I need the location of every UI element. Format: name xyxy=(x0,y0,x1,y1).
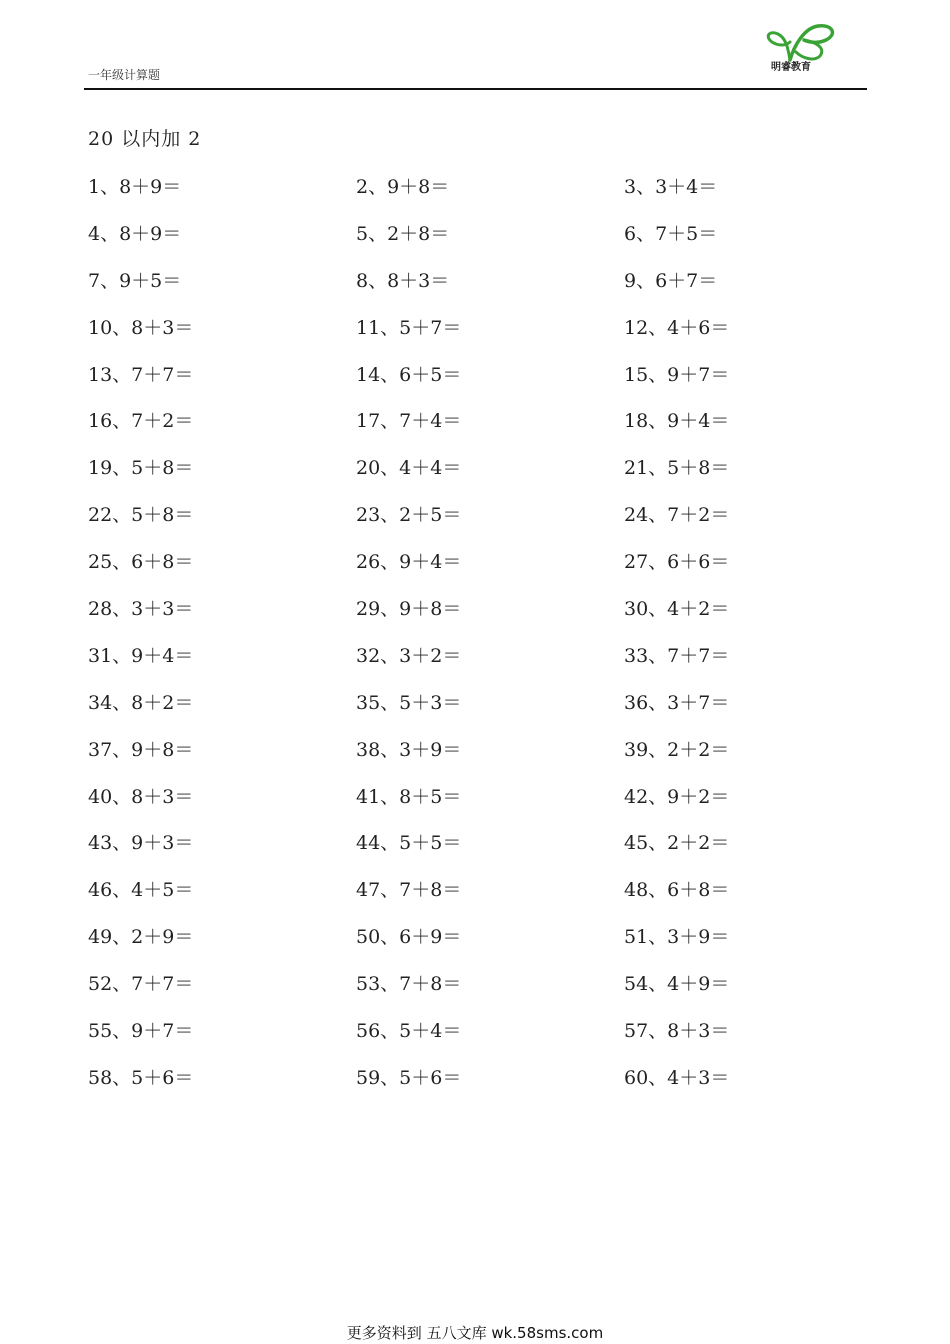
problem-item: 57、8＋3＝ xyxy=(624,1020,730,1043)
problem-item: 36、3＋7＝ xyxy=(624,691,730,714)
problem-item: 52、7＋7＝ xyxy=(88,973,194,996)
page-header-label: 一年级计算题 xyxy=(88,68,161,82)
problem-item: 28、3＋3＝ xyxy=(88,598,194,621)
problem-item: 30、4＋2＝ xyxy=(624,598,730,621)
problem-item: 47、7＋8＝ xyxy=(356,879,462,902)
problem-item: 27、6＋6＝ xyxy=(624,551,730,574)
problem-item: 25、6＋8＝ xyxy=(88,551,194,574)
problem-item: 14、6＋5＝ xyxy=(356,363,462,386)
problem-item: 46、4＋5＝ xyxy=(88,879,194,902)
problem-item: 56、5＋4＝ xyxy=(356,1020,462,1043)
problem-item: 44、5＋5＝ xyxy=(356,832,462,855)
problem-item: 12、4＋6＝ xyxy=(624,316,730,339)
problem-item: 37、9＋8＝ xyxy=(88,738,194,761)
problem-item: 39、2＋2＝ xyxy=(624,738,730,761)
problem-item: 22、5＋8＝ xyxy=(88,504,194,527)
problem-item: 1、8＋9＝ xyxy=(88,176,182,198)
problem-item: 2、9＋8＝ xyxy=(356,176,450,198)
problem-item: 24、7＋2＝ xyxy=(624,504,730,527)
footer-text: 更多资料到 五八文库 wk.58sms.com xyxy=(346,1324,604,1342)
problem-item: 58、5＋6＝ xyxy=(88,1066,194,1089)
problem-item: 19、5＋8＝ xyxy=(88,457,194,480)
problem-item: 54、4＋9＝ xyxy=(624,973,730,996)
problem-item: 59、5＋6＝ xyxy=(356,1066,462,1089)
problem-item: 13、7＋7＝ xyxy=(88,363,194,386)
problem-item: 15、9＋7＝ xyxy=(624,363,730,386)
problem-item: 11、5＋7＝ xyxy=(356,316,462,339)
problem-item: 33、7＋7＝ xyxy=(624,644,730,667)
logo-text: 明睿教育 xyxy=(771,62,811,73)
problem-item: 53、7＋8＝ xyxy=(356,973,462,996)
problem-item: 35、5＋3＝ xyxy=(356,691,462,714)
problem-item: 60、4＋3＝ xyxy=(624,1066,730,1089)
problem-item: 4、8＋9＝ xyxy=(88,222,182,245)
problem-item: 29、9＋8＝ xyxy=(356,598,462,621)
problem-item: 31、9＋4＝ xyxy=(88,644,194,667)
problem-item: 9、6＋7＝ xyxy=(624,269,718,292)
problem-item: 38、3＋9＝ xyxy=(356,738,462,761)
problem-item: 49、2＋9＝ xyxy=(88,926,194,949)
problem-grid xyxy=(88,170,864,1108)
problem-item: 5、2＋8＝ xyxy=(356,222,450,245)
problem-item: 41、8＋5＝ xyxy=(356,785,462,808)
problem-item: 48、6＋8＝ xyxy=(624,879,730,902)
problem-item: 45、2＋2＝ xyxy=(624,832,730,855)
problem-item: 20、4＋4＝ xyxy=(356,457,462,480)
problem-item: 50、6＋9＝ xyxy=(356,926,462,949)
problem-item: 17、7＋4＝ xyxy=(356,410,462,433)
problem-item: 32、3＋2＝ xyxy=(356,644,462,667)
problem-item: 40、8＋3＝ xyxy=(88,785,194,808)
problem-item: 34、8＋2＝ xyxy=(88,691,194,714)
problem-item: 16、7＋2＝ xyxy=(88,410,194,433)
problem-item: 26、9＋4＝ xyxy=(356,551,462,574)
problem-item: 55、9＋7＝ xyxy=(88,1020,194,1043)
problem-item: 6、7＋5＝ xyxy=(624,222,718,245)
problem-item: 42、9＋2＝ xyxy=(624,785,730,808)
problem-item: 23、2＋5＝ xyxy=(356,504,462,527)
problem-item: 51、3＋9＝ xyxy=(624,926,730,949)
problem-item: 10、8＋3＝ xyxy=(88,316,194,339)
problem-item: 43、9＋3＝ xyxy=(88,832,194,855)
problem-item: 8、8＋3＝ xyxy=(356,269,450,292)
problem-item: 7、9＋5＝ xyxy=(88,269,182,292)
logo xyxy=(760,20,844,76)
header-divider xyxy=(84,88,867,90)
problem-item: 3、3＋4＝ xyxy=(624,176,718,198)
page-title: 20 以内加 2 xyxy=(88,128,202,150)
problem-item: 18、9＋4＝ xyxy=(624,410,730,433)
problem-item: 21、5＋8＝ xyxy=(624,457,730,480)
